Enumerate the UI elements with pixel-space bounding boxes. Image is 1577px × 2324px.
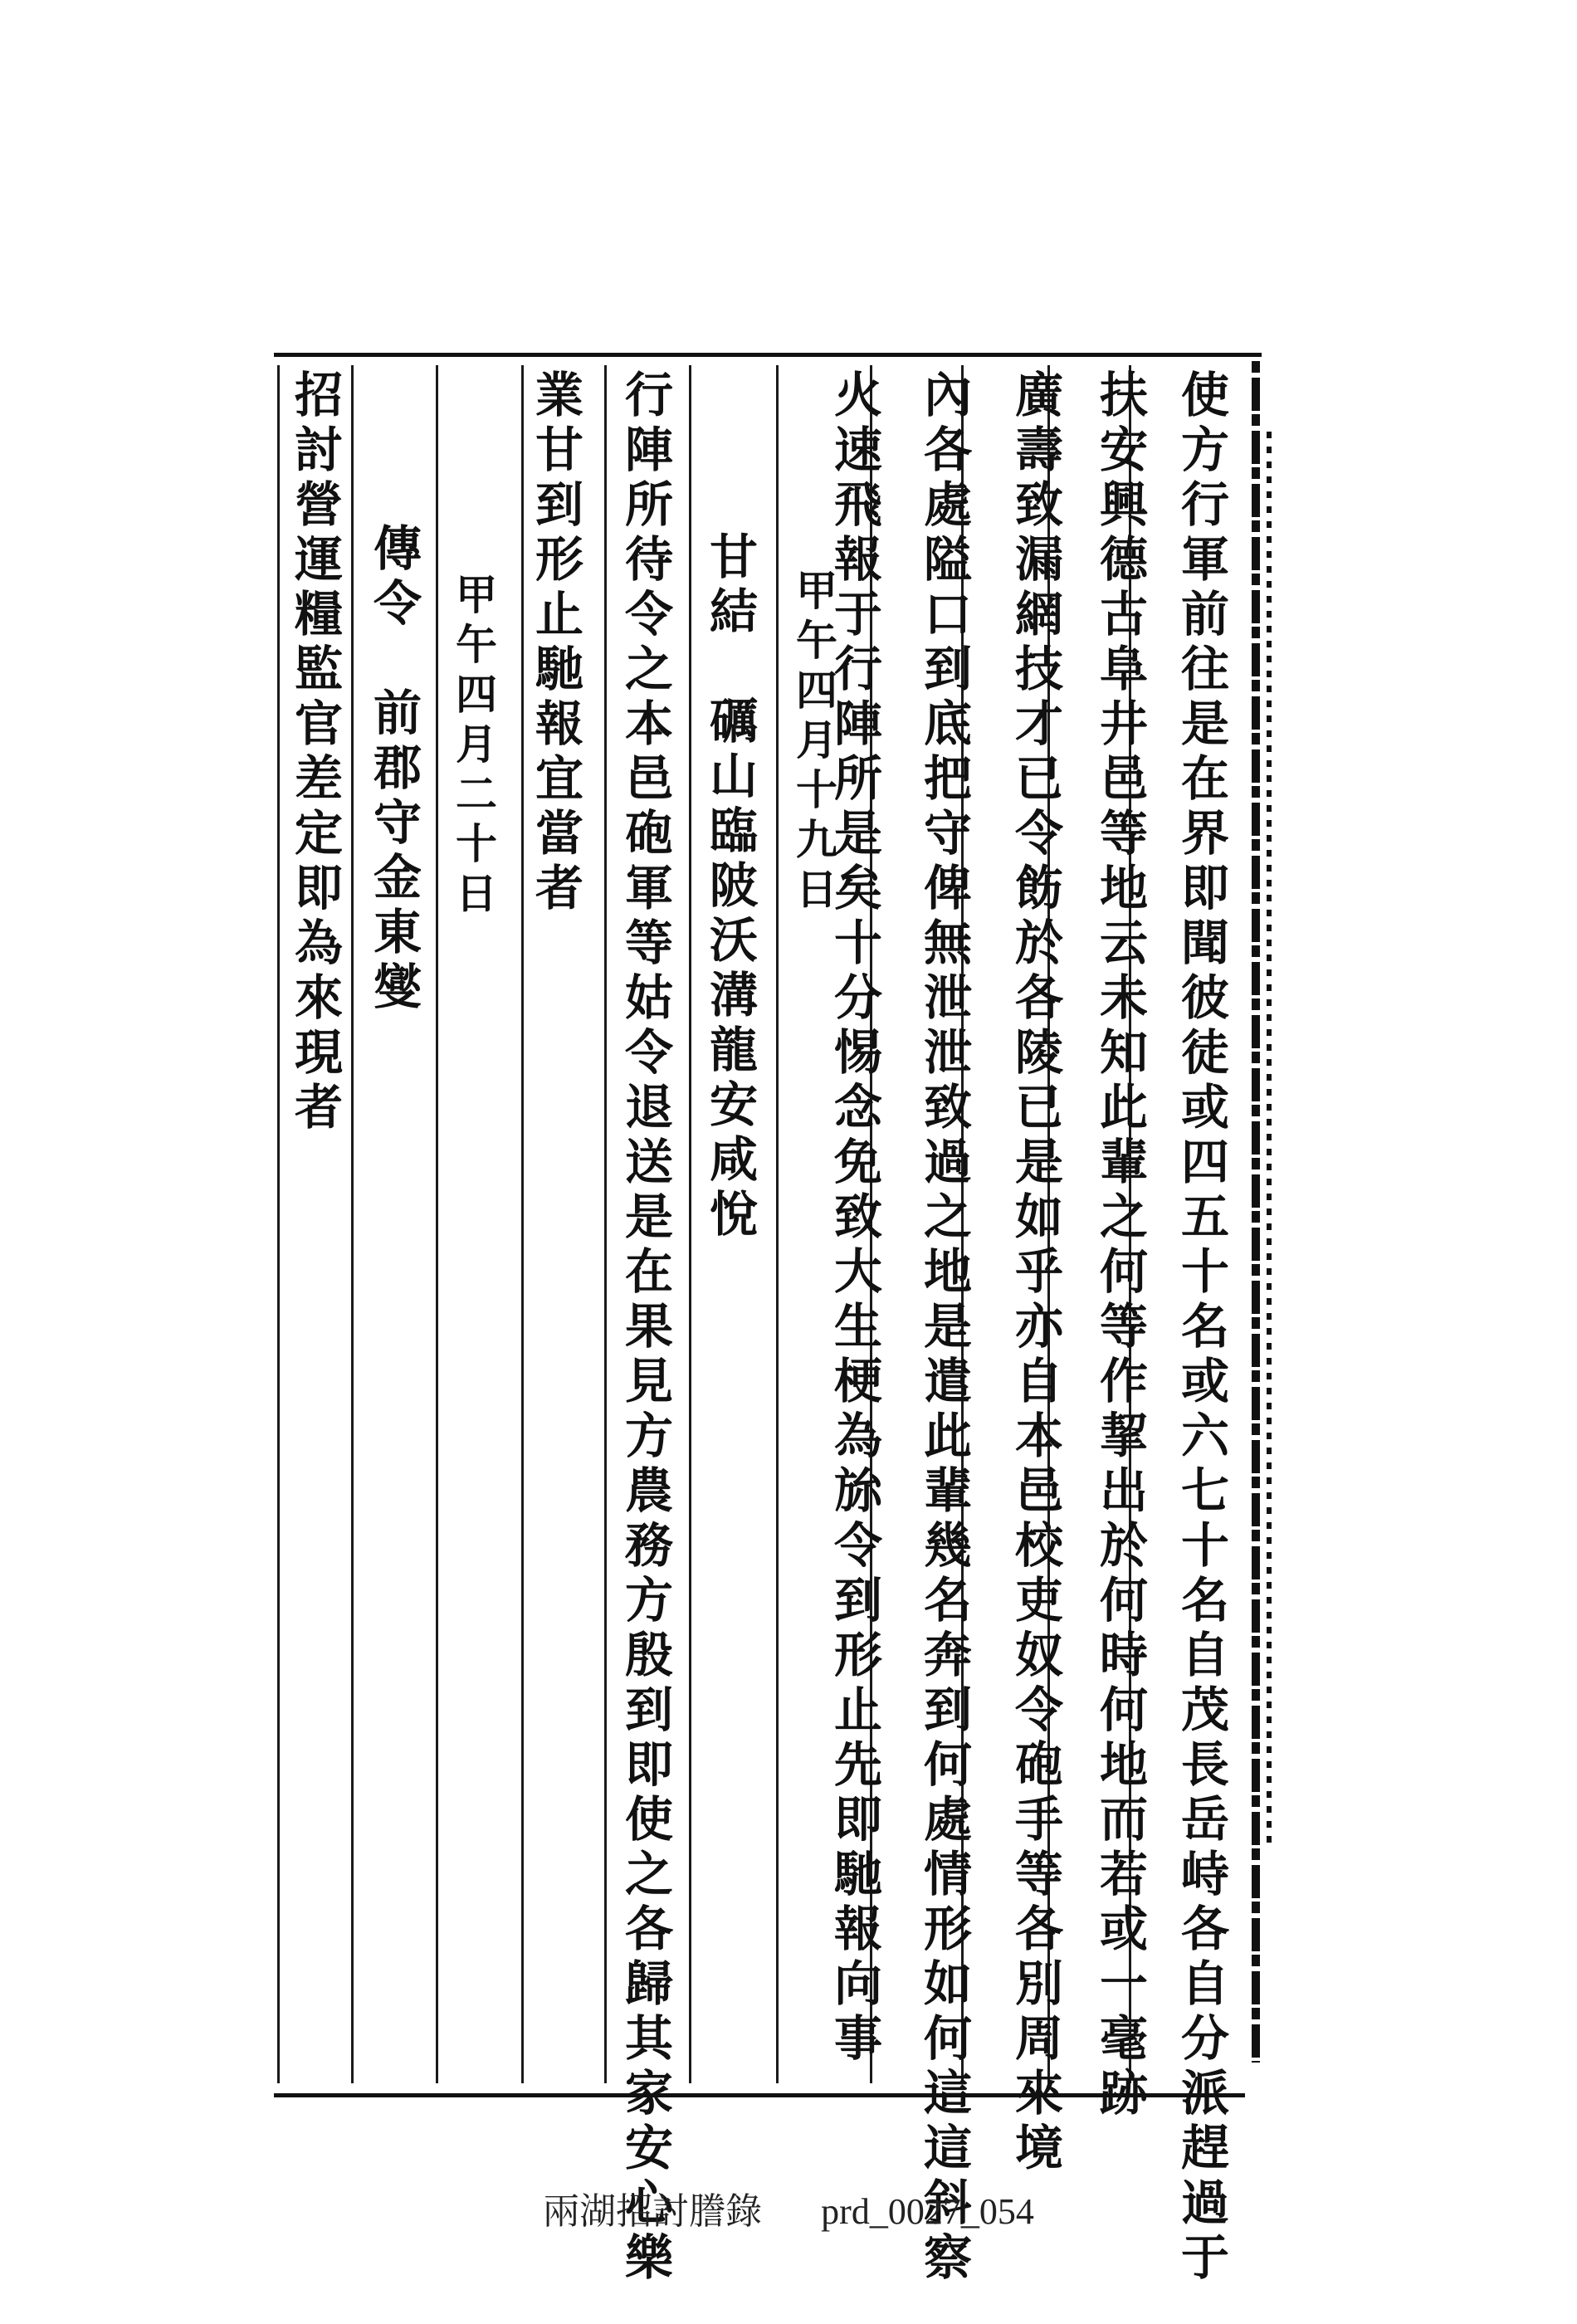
date-column-2: 甲午四月二十日 — [449, 573, 498, 921]
text-column-3: 廣壽致漏網技才已令飭於各陵已是如乎亦自本邑校吏奴令砲手等各別周來境 — [1007, 369, 1063, 2177]
page-footer — [0, 2181, 1577, 2234]
date-column-1: 甲午四月十九日 — [789, 569, 838, 917]
column-divider — [689, 365, 691, 2083]
column-divider — [776, 365, 779, 2083]
top-border-rule — [274, 353, 1262, 357]
column-divider — [604, 365, 607, 2083]
text-column-5: 火速飛報于行陣所是矣十分惕念免致大生梗為旀令到形止先即馳報向事 — [826, 369, 882, 2068]
column-divider — [436, 365, 438, 2083]
jeonryeong-column: 傳令 前郡守金東燮 — [365, 523, 422, 1016]
text-column-4: 內各處隘口到底把守俾無泄泄致過之地是遣此輩幾名奔到何處情形如何這這斜察 — [915, 369, 972, 2287]
right-border-edge — [1252, 361, 1260, 2063]
right-border-edge-inner — [1267, 432, 1272, 1843]
column-divider — [277, 365, 280, 2083]
column-divider — [521, 365, 524, 2083]
footer-code: prd_0027_054 — [821, 2191, 1034, 2232]
text-column-2: 扶安興德古阜井邑等地云未知此輩之何等作挈出於何時何地而若或一毫跡 — [1091, 369, 1148, 2122]
text-column-12: 招討營運糧監官差定即為來現者 — [286, 369, 343, 1136]
gamgyeol-column: 甘結 礪山臨陂沃溝龍安咸悅 — [701, 531, 758, 1243]
footer-title: 兩湖招討謄錄 — [543, 2191, 763, 2232]
text-column-8: 行陣所待令之本邑砲軍等姑令退送是在果見方農務方殷到即使之各歸其家安心樂 — [617, 369, 673, 2287]
text-column-1: 使方行軍前往是在界即聞彼徒或四五十名或六七十名自茂長岳峙各自分派趕過于 — [1173, 369, 1229, 2287]
text-column-9: 業甘到形止馳報宜當者 — [527, 369, 583, 917]
column-divider — [351, 365, 354, 2083]
